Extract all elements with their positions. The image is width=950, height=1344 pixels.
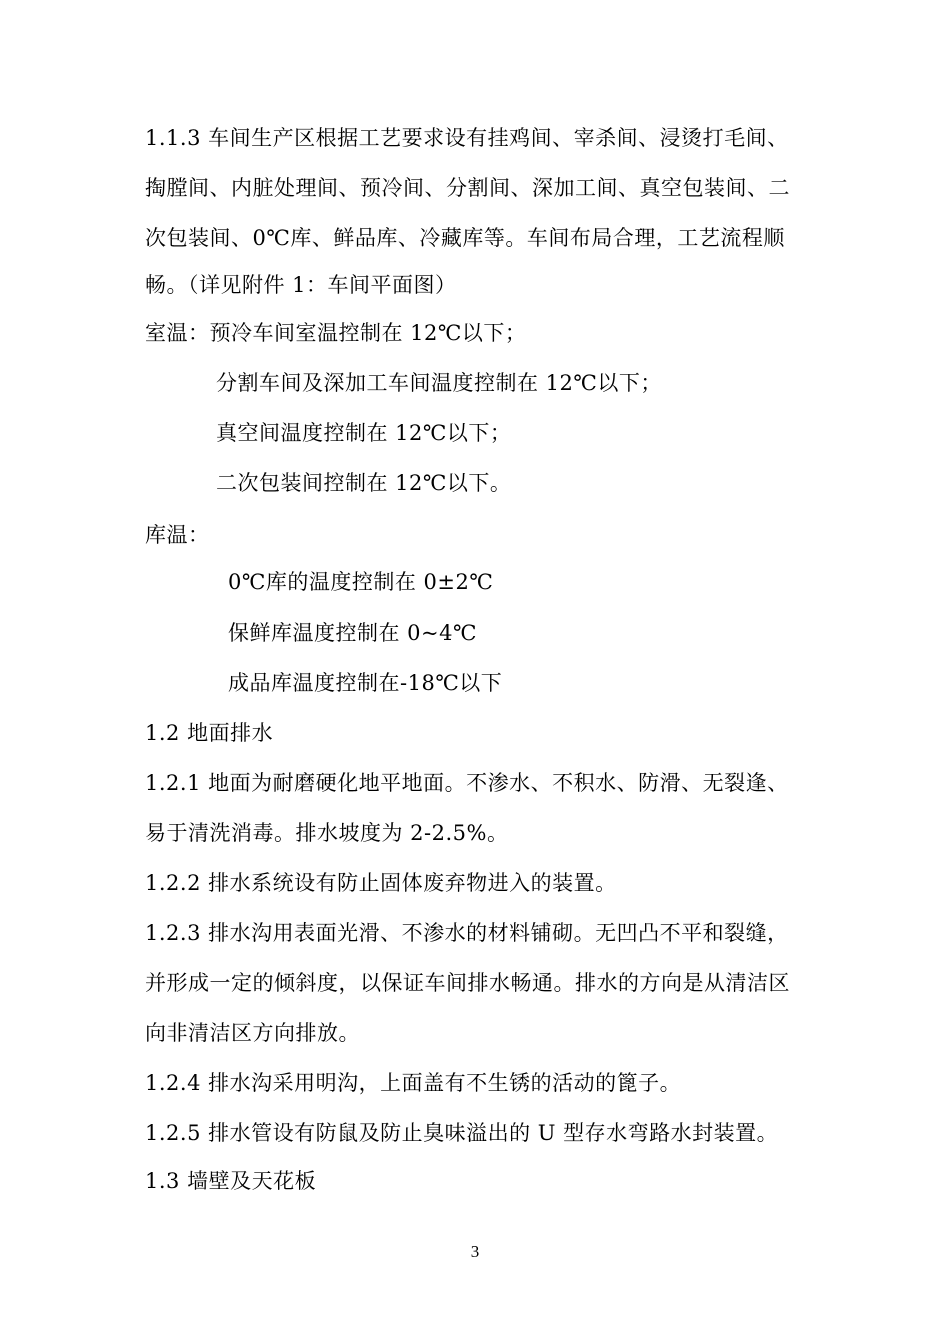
text-line: 向非清洁区方向排放。 [145, 1021, 360, 1045]
text-line: 1.2.4 排水沟采用明沟，上面盖有不生锈的活动的篦子。 [145, 1071, 682, 1095]
text-line: 真空间温度控制在 12℃以下； [216, 421, 512, 445]
text-line: 1.2.5 排水管设有防鼠及防止臭味溢出的 U 型存水弯路水封装置。 [145, 1121, 779, 1145]
text-line: 成品库温度控制在-18℃以下 [228, 671, 503, 695]
text-line: 掏膛间、内脏处理间、预冷间、分割间、深加工间、真空包装间、二 [145, 176, 790, 200]
section-heading: 1.3 墙壁及天花板 [145, 1169, 317, 1193]
text-line: 保鲜库温度控制在 0~4℃ [228, 621, 477, 645]
text-line: 易于清洗消毒。排水坡度为 2-2.5%。 [145, 821, 509, 845]
text-line: 次包装间、0℃库、鲜品库、冷藏库等。车间布局合理，工艺流程顺 [145, 226, 785, 250]
text-line: 分割车间及深加工车间温度控制在 12℃以下； [216, 371, 662, 395]
text-line: 1.1.3 车间生产区根据工艺要求设有挂鸡间、宰杀间、浸烫打毛间、 [145, 126, 789, 150]
text-line: 畅。（详见附件 1：车间平面图） [145, 273, 457, 297]
page-number: 3 [470, 1242, 480, 1261]
text-line: 0℃库的温度控制在 0±2℃ [228, 570, 494, 594]
room-temperature-heading: 室温：预冷车间室温控制在 12℃以下； [145, 321, 527, 345]
text-line: 并形成一定的倾斜度，以保证车间排水畅通。排水的方向是从清洁区 [145, 971, 790, 995]
text-line: 1.2.1 地面为耐磨硬化地平地面。不渗水、不积水、防滑、无裂逢、 [145, 771, 789, 795]
storage-temperature-heading: 库温： [145, 523, 210, 547]
section-heading: 1.2 地面排水 [145, 721, 274, 745]
text-line: 1.2.3 排水沟用表面光滑、不渗水的材料铺砌。无凹凸不平和裂缝， [145, 921, 789, 945]
text-line: 二次包装间控制在 12℃以下。 [216, 471, 512, 495]
text-line: 1.2.2 排水系统设有防止固体废弃物进入的装置。 [145, 871, 617, 895]
